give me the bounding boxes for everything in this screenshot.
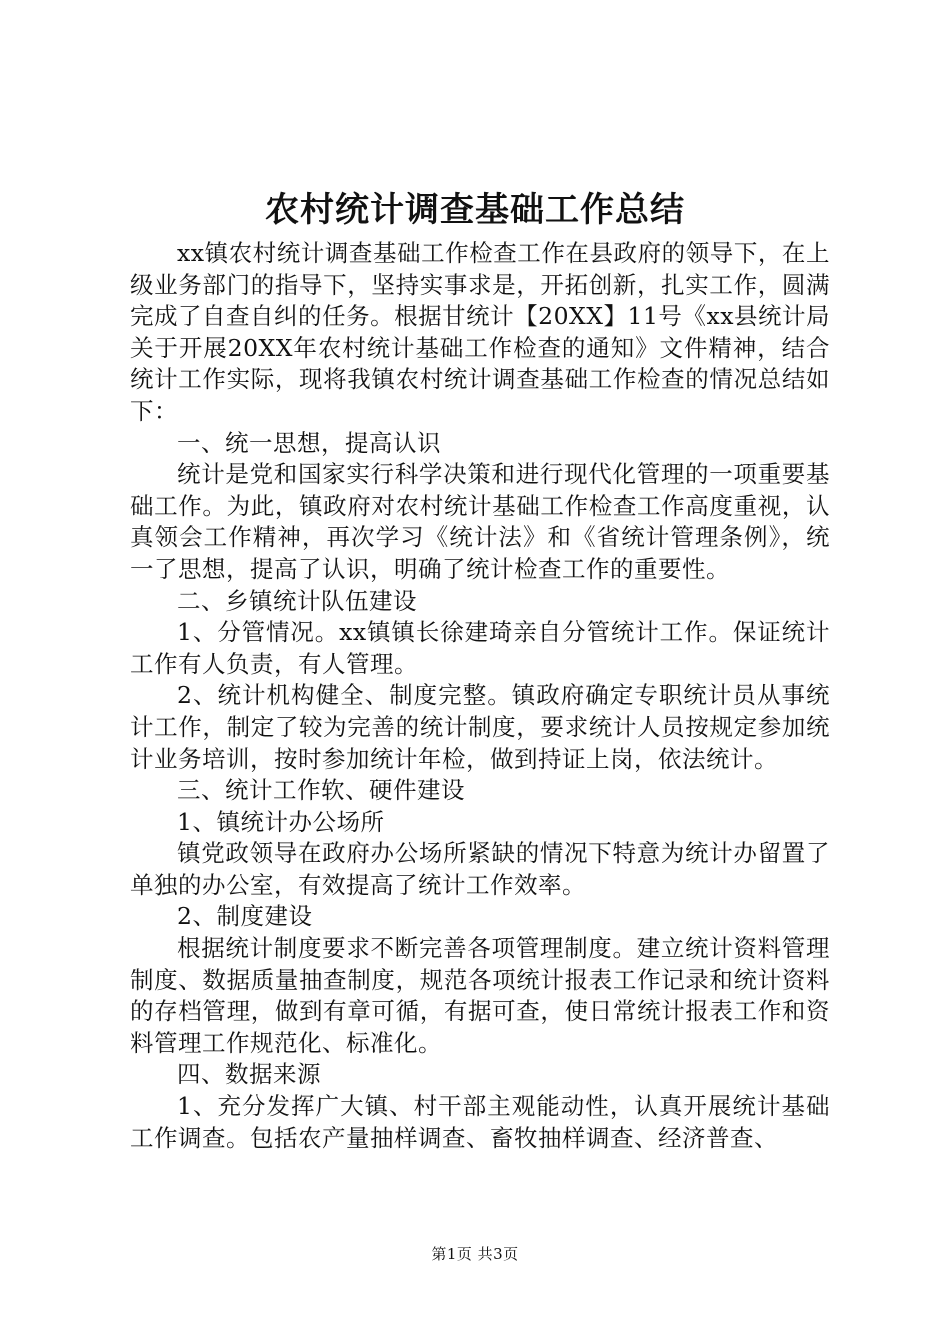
section-2-item-1: 1、分管情况。xx镇镇长徐建琦亲自分管统计工作。保证统计工作有人负责，有人管理。 (130, 618, 830, 678)
section-heading-2: 二、乡镇统计队伍建设 (177, 586, 417, 615)
section-1-paragraph: 统计是党和国家实行科学决策和进行现代化管理的一项重要基础工作。为此，镇政府对农村统计基础工作检查工作高度重视，认真领会工作精神，再次学习《统计法》和《省统计管理条例》，统一了思想，提高了认识，明确了统计检查工作的重要性。 (130, 460, 830, 583)
page-title: 农村统计调查基础工作总结 (265, 190, 685, 230)
intro-paragraph: xx镇农村统计调查基础工作检查工作在县政府的领导下，在上级业务部门的指导下，坚持实事求是，开拓创新，扎实工作，圆满完成了自查自纠的任务。根据甘统计【20XX】11号《xx县统计局关于开展20XX年农村统计基础工作检查的通知》文件精神，结合统计工作实际，现将我镇农村统计调查基础工作检查的情况总结如下： (130, 239, 830, 425)
page-footer: 第1页 共3页 (431, 1245, 519, 1263)
section-heading-4: 四、数据来源 (177, 1060, 321, 1089)
document-body (130, 238, 830, 1154)
section-3-paragraph-1: 镇党政领导在政府办公场所紧缺的情况下特意为统计办留置了单独的办公室，有效提高了统计工作效率。 (130, 839, 830, 899)
section-4-item-1: 1、充分发挥广大镇、村干部主观能动性，认真开展统计基础工作调查。包括农产量抽样调查、畜牧抽样调查、经济普查、 (130, 1092, 830, 1152)
section-3-subheading-2: 2、制度建设 (177, 902, 313, 931)
section-3-paragraph-2: 根据统计制度要求不断完善各项管理制度。建立统计资料管理制度、数据质量抽查制度，规范各项统计报表工作记录和统计资料的存档管理，做到有章可循，有据可查，使日常统计报表工作和资料管理工作规范化、标准化。 (130, 934, 830, 1057)
section-2-item-2: 2、统计机构健全、制度完整。镇政府确定专职统计员从事统计工作，制定了较为完善的统计制度，要求统计人员按规定参加统计业务培训，按时参加统计年检，做到持证上岗，依法统计。 (130, 681, 830, 773)
section-heading-3: 三、统计工作软、硬件建设 (177, 776, 465, 805)
section-heading-1: 一、统一思想，提高认识 (177, 428, 441, 457)
section-3-subheading-1: 1、镇统计办公场所 (177, 807, 385, 836)
